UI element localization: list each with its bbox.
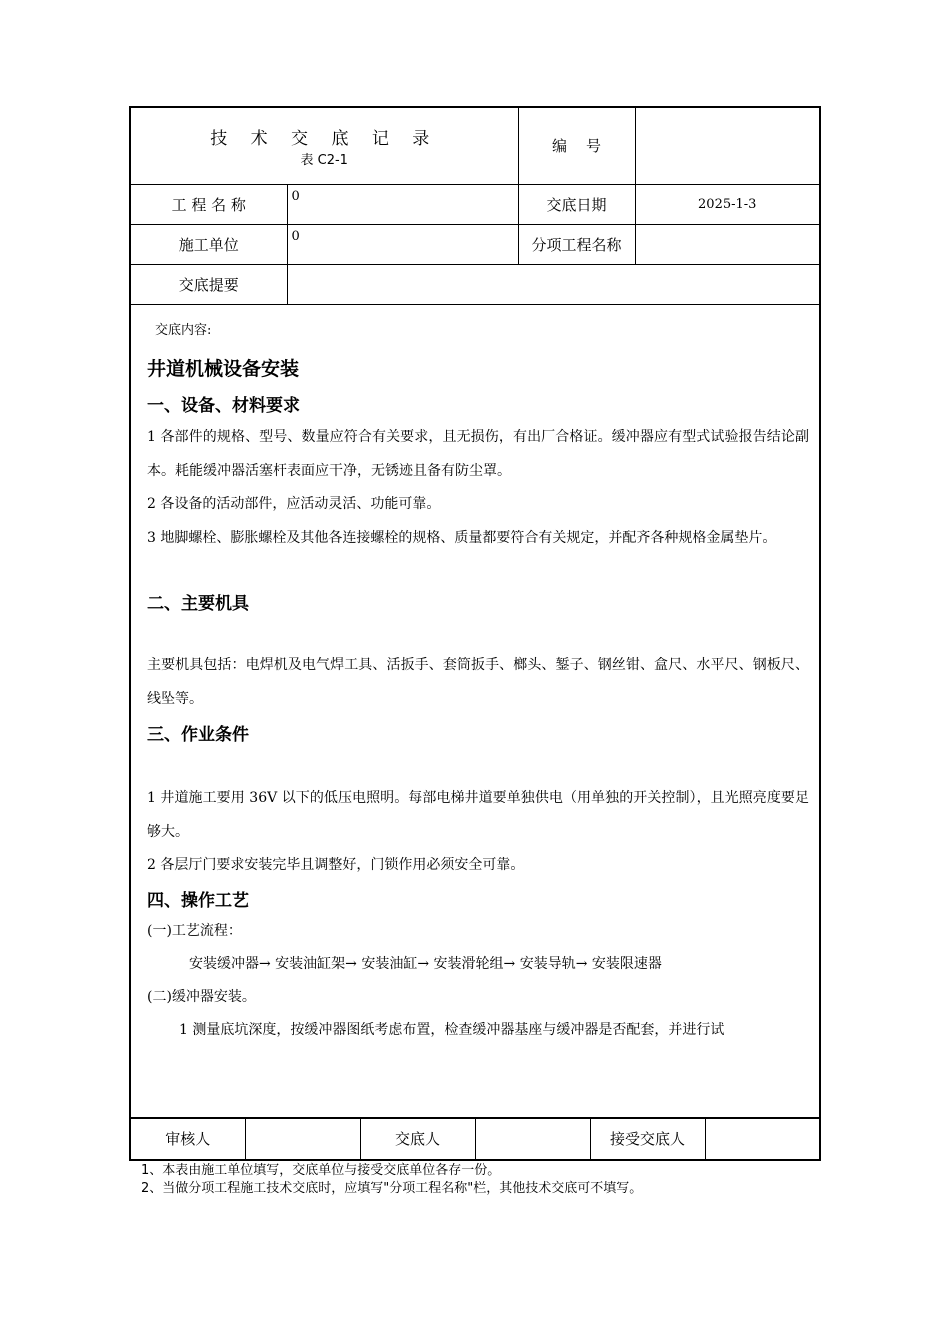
number-value[interactable] — [635, 107, 820, 184]
summary-value[interactable] — [287, 264, 820, 304]
reviewer-value[interactable] — [245, 1118, 360, 1160]
contractor-label: 施工单位 — [130, 224, 287, 264]
header-table — [129, 106, 821, 305]
process-flow: 安装缓冲器→ 安装油缸架→ 安装油缸→ 安装滑轮组→ 安装导轨→ 安装限速器 — [189, 955, 662, 972]
content-label: 交底内容: — [155, 322, 212, 338]
form-title: 技 术 交 底 记 录 — [210, 128, 439, 149]
paragraph: 主要机具包括：电焊机及电气焊工具、活扳手、套筒扳手、榔头、錾子、钢丝钳、盒尺、水平尺、钢板尺、线坠等。 — [147, 656, 809, 707]
paragraph: 1 各部件的规格、型号、数量应符合有关要求，且无损伤，有出厂合格证。缓冲器应有型式试验报告结论副本。耗能缓冲器活塞杆表面应干净，无锈迹且备有防尘罩。 — [147, 428, 809, 479]
content-area — [129, 305, 821, 1117]
paragraph: 2 各设备的活动部件，应活动灵活、功能可靠。 — [147, 495, 441, 512]
discloser-value[interactable] — [475, 1118, 590, 1160]
section-heading-materials: 一、设备、材料要求 — [147, 395, 300, 416]
footnote: 2、当做分项工程施工技术交底时，应填写"分项工程名称"栏，其他技术交底可不填写。 — [141, 1180, 643, 1196]
section-heading-process: 四、操作工艺 — [147, 890, 249, 911]
paragraph: 3 地脚螺栓、膨胀螺栓及其他各连接螺栓的规格、质量都要符合有关规定，并配齐各种规格金属垫片。 — [147, 529, 777, 546]
discloser-label: 交底人 — [360, 1118, 475, 1160]
date-label: 交底日期 — [518, 184, 635, 224]
receiver-value[interactable] — [705, 1118, 820, 1160]
reviewer-label: 审核人 — [130, 1118, 245, 1160]
date-value[interactable]: 2025-1-3 — [635, 184, 820, 224]
paragraph: 2 各层厅门要求安装完毕且调整好，门锁作用必须安全可靠。 — [147, 856, 525, 873]
project-name-value[interactable]: 0 — [287, 184, 518, 224]
paragraph: 1 测量底坑深度，按缓冲器图纸考虑布置，检查缓冲器基座与缓冲器是否配套，并进行试 — [179, 1021, 725, 1038]
paragraph: 1 井道施工要用 36V 以下的低压电照明。每部电梯井道要单独供电（用单独的开关控制），且光照亮度要足够大。 — [147, 789, 809, 840]
form-number: 表 C2-1 — [300, 152, 348, 168]
form-title-cell — [130, 107, 518, 184]
footnote: 1、本表由施工单位填写，交底单位与接受交底单位各存一份。 — [141, 1162, 501, 1178]
signature-table — [129, 1117, 821, 1161]
subheading: (一)工艺流程： — [147, 922, 242, 939]
contractor-value[interactable]: 0 — [287, 224, 518, 264]
section-heading-tools: 二、主要机具 — [147, 593, 249, 614]
project-name-label: 工 程 名 称 — [130, 184, 287, 224]
section-heading-conditions: 三、作业条件 — [147, 724, 249, 745]
number-label: 编 号 — [518, 107, 635, 184]
subproject-value[interactable] — [635, 224, 820, 264]
summary-label: 交底提要 — [130, 264, 287, 304]
content-title: 井道机械设备安装 — [147, 357, 300, 380]
subproject-label: 分项工程名称 — [518, 224, 635, 264]
subheading: (二)缓冲器安装。 — [147, 988, 256, 1005]
technical-disclosure-form — [129, 106, 819, 1197]
receiver-label: 接受交底人 — [590, 1118, 705, 1160]
